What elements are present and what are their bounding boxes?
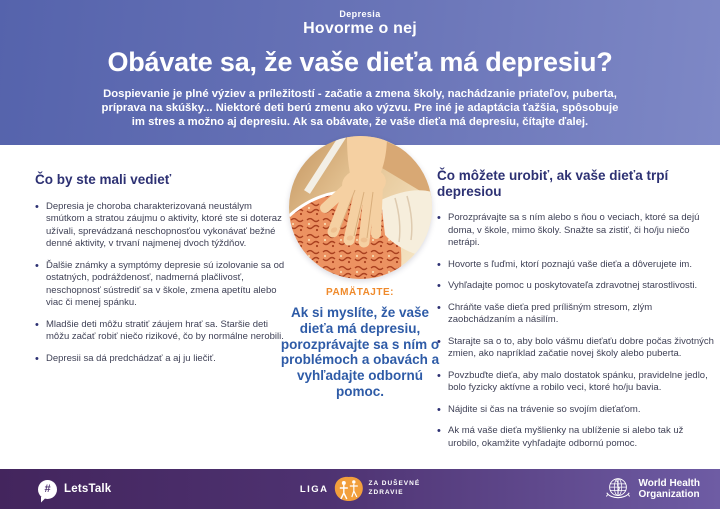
remember-text: Ak si myslíte, že vaše dieťa má depresiu, porozprávajte sa s ním o problémoch a obavách a vyhľadajte odbornú pomoc. xyxy=(280,305,440,399)
intro-line: príprava na skúšky... Niektoré deti berú zmenu ako výzvu. Pre iné je adaptácia ťažšia, spôsobuje xyxy=(101,102,619,114)
list-item: • Depresia je choroba charakterizovaná neustálym smútkom a stratou záujmu o aktivity, ktoré ste si doteraz užívali, sprevádzaná neschopnosťou vykonávať bežné denné aktivity, v trvaní najmenej dvoch týždňov. xyxy=(35,201,285,251)
list-item: • Vyhľadajte pomoc u poskytovateľa zdravotnej starostlivosti. xyxy=(437,280,715,293)
right-bullet-list xyxy=(437,212,715,450)
illustration-graphic xyxy=(289,136,432,279)
hand-on-shoulder-illustration xyxy=(289,136,432,279)
who-wordmark xyxy=(639,478,700,500)
campaign-title: Hovorme o nej xyxy=(303,20,417,37)
liga-word: LIGA xyxy=(299,483,329,495)
left-bullet-list xyxy=(35,201,285,366)
list-item: • Hovorte s ľuďmi, ktorí poznajú vaše dieťa a dôverujete im. xyxy=(437,259,715,272)
intro-line: im stres a možno aj depresiu. Ak sa obávate, že vaše dieťa má depresiu, čítajte ďalej. xyxy=(131,116,589,128)
campaign-kicker: Depresia xyxy=(339,9,381,19)
right-column xyxy=(437,168,715,459)
list-item: • Ak má vaše dieťa myšlienky na ublíženie si alebo tak už urobilo, okamžite vyhľadajte odbornú pomoc. xyxy=(437,425,715,450)
header xyxy=(0,0,720,145)
liga-tagline-line2: ZDRAVIE xyxy=(368,489,404,496)
left-column-heading: Čo by ste mali vedieť xyxy=(35,172,172,187)
who-wordmark-line1: World Health xyxy=(638,477,700,489)
liga-za-dusevne-zdravie-logo xyxy=(300,469,420,509)
letstalk-logo xyxy=(38,469,111,509)
speech-bubble-icon xyxy=(38,480,57,499)
right-column-heading: Čo môžete urobiť, ak vaše dieťa trpí depresiou xyxy=(437,168,669,199)
list-item: • Porozprávajte sa s ním alebo s ňou o veciach, ktoré sa dejú doma, v škole, mimo školy. Snažte sa zistiť, či ho/ju niečo netrápi. xyxy=(437,212,715,250)
page-title: Obávate sa, že vaše dieťa má depresiu? xyxy=(107,47,613,77)
remember-callout xyxy=(273,287,447,400)
footer xyxy=(0,469,720,509)
who-emblem-icon xyxy=(604,475,632,503)
letstalk-label: LetsTalk xyxy=(64,483,112,495)
left-column xyxy=(35,172,285,374)
list-item: • Starajte sa o to, aby bolo vášmu dieťaťu dobre počas životných zmien, ako napríklad začatie novej školy alebo puberta. xyxy=(437,336,715,361)
intro-paragraph xyxy=(35,87,685,129)
list-item: • Povzbuďte dieťa, aby malo dostatok spánku, pravidelne jedlo, bolo fyzicky aktívne a robilo veci, ktoré ho/ju bavia. xyxy=(437,370,715,395)
liga-tagline xyxy=(369,480,421,498)
list-item: • Mladšie deti môžu stratiť záujem hrať sa. Staršie deti môžu začať robiť niečo rizikové, čo by normálne nerobili. xyxy=(35,319,285,344)
liga-blob-icon xyxy=(333,475,365,503)
remember-label: PAMÄTAJTE: xyxy=(326,287,394,298)
who-logo xyxy=(604,469,700,509)
list-item: • Depresii sa dá predchádzať a aj ju liečiť. xyxy=(35,353,285,366)
who-wordmark-line2: Organization xyxy=(638,489,700,500)
list-item: • Ďalšie známky a symptómy depresie sú izolovanie sa od ostatných, podráždenosť, nadmerná plačlivosť, neschopnosť sústrediť sa v škole, zmena apetítu alebo viac či menej spánku. xyxy=(35,260,285,310)
liga-tagline-line1: ZA DUŠEVNÉ xyxy=(368,480,421,488)
list-item: • Chráňte vaše dieťa pred prílišným stresom, zlým zaobchádzaním a násilím. xyxy=(437,302,715,327)
intro-line: Dospievanie je plné výziev a príležitostí - začatie a zmena školy, nachádzanie priateľov, puberta, xyxy=(103,88,617,100)
list-item: • Nájdite si čas na trávenie so svojím dieťaťom. xyxy=(437,404,715,417)
hashtag-symbol: # xyxy=(44,483,51,495)
